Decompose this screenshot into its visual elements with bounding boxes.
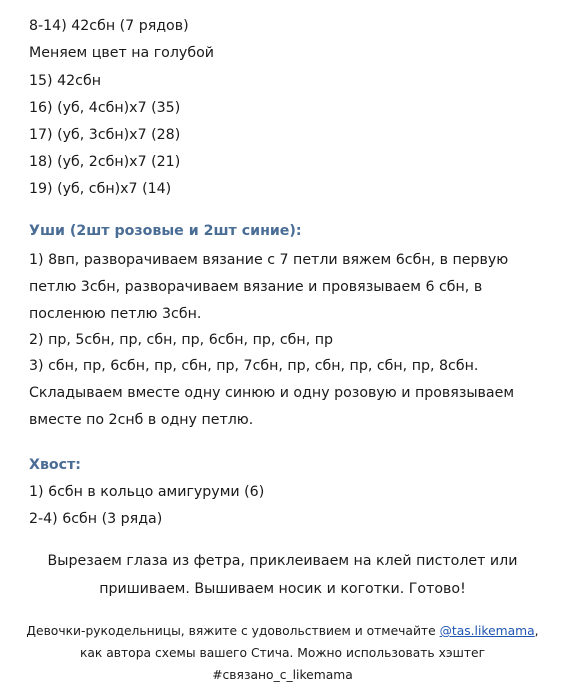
ears-line: посленюю петлю 3сбн.: [29, 306, 202, 322]
row-text: 16) (уб, 4сбн)х7 (35): [29, 100, 181, 116]
section-heading-ears: Уши (2шт розовые и 2шт синие):: [29, 223, 302, 239]
footer-text: ,: [534, 624, 539, 638]
row-text: 18) (уб, 2сбн)х7 (21): [29, 154, 181, 170]
final-text-line: пришиваем. Вышиваем носик и коготки. Готово!: [99, 581, 466, 597]
ears-line: вместе по 2снб в одну петлю.: [29, 412, 254, 428]
tail-line: 2-4) 6сбн (3 ряда): [29, 511, 163, 527]
ears-line: Складываем вместе одну синюю и одну розовую и провязываем: [29, 385, 515, 401]
row-text: 19) (уб, сбн)х7 (14): [29, 181, 172, 197]
ears-line: 3) сбн, пр, 6сбн, пр, сбн, пр, 7сбн, пр, сбн, пр, сбн, пр, 8сбн.: [29, 358, 479, 374]
row-text: Меняем цвет на голубой: [29, 45, 214, 61]
footer-line-1: [0, 623, 565, 639]
ears-line: 1) 8вп, разворачиваем вязание с 7 петли вяжем 6сбн, в первую: [29, 252, 509, 268]
author-link[interactable]: @tas.likemama: [439, 624, 535, 638]
hashtag: #связано_с_likemama: [212, 668, 353, 682]
section-heading-tail: Хвост:: [29, 457, 81, 473]
row-text: 15) 42сбн: [29, 73, 101, 89]
ears-line: 2) пр, 5сбн, пр, сбн, пр, 6сбн, пр, сбн, пр: [29, 332, 333, 348]
footer-line-2: как автора схемы вашего Стича. Можно использовать хэштег: [79, 646, 486, 660]
footer-text: Девочки-рукодельницы, вяжите с удовольствием и отмечайте: [26, 624, 440, 638]
tail-line: 1) 6сбн в кольцо амигуруми (6): [29, 484, 265, 500]
row-text: 8-14) 42сбн (7 рядов): [29, 18, 189, 34]
final-text-line: Вырезаем глаза из фетра, приклеиваем на клей пистолет или: [47, 553, 518, 569]
row-text: 17) (уб, 3сбн)х7 (28): [29, 127, 181, 143]
ears-line: петлю 3сбн, разворачиваем вязание и провязываем 6 сбн, в: [29, 279, 483, 295]
